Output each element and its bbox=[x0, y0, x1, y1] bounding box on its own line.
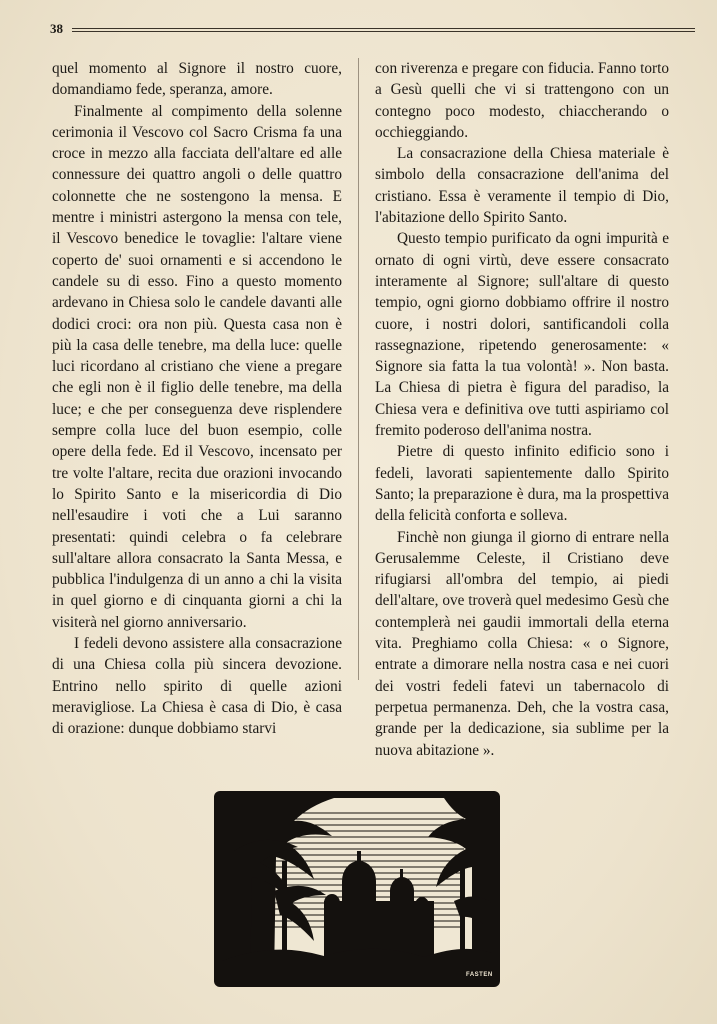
church-palms-woodcut bbox=[214, 791, 500, 987]
column-divider bbox=[358, 58, 359, 680]
paragraph: con riverenza e pregare con fiducia. Fanno torto a Gesù quelli che vi si trattengono con un contegno poco modesto, chiaccherando o occhieggiando. bbox=[375, 60, 669, 141]
paragraph: Finchè non giunga il giorno di entrare nella Gerusalemme Celeste, il Cristiano deve rifugiarsi all'ombra del tempio, ai piedi dell'altare, ove troverà quel medesimo Gesù che contemplerà nei gaudii immortali della eterna vita. Preghiamo colla Chiesa: « o Signore, entrate a dimorare nella nostra casa e nei cuori dei vostri fedeli fatevi un tabernacolo di perpetua permanenza. Deh, che la vostra casa, grande per la dedicazione, sia sublime per la nuova abitazione ». bbox=[375, 528, 669, 759]
page-header bbox=[50, 20, 695, 38]
paragraph: La consacrazione della Chiesa materiale è simbolo della consacrazione dell'anima del cristiano. Essa è veramente il tempio di Dio, l'abitazione dello Spirito Santo. bbox=[375, 145, 669, 227]
paragraph: Pietre di questo infinito edificio sono i fedeli, lavorati sapientemente dallo Spirito Santo; la preparazione è dura, ma la prospettiva della felicità conforta e solleva. bbox=[375, 443, 669, 525]
page-number: 38 bbox=[50, 21, 63, 36]
paragraph: I fedeli devono assistere alla consacrazione di una Chiesa colla più sincera devozione. Entrino nello spirito di quelle azioni meravigliose. La Chiesa è casa di Dio, è casa di orazione: dunque dobbiamo starvi bbox=[52, 635, 342, 738]
left-column bbox=[52, 58, 342, 740]
paragraph: quel momento al Signore il nostro cuore, domandiamo fede, speranza, amore. bbox=[52, 60, 342, 99]
header-rule bbox=[72, 28, 695, 32]
paragraph: Questo tempio purificato da ogni impurità e ornato di ogni virtù, deve essere consacrato interamente al Signore; sull'altare di questo tempio, ogni giorno dobbiamo offrire il nostro cuore, i nostri dolori, santificandoli colla rassegnazione, ripetendo generosamente: « Signore sia fatta la tua volontà! ». Non basta. La Chiesa di pietra è figura del paradiso, la Chiesa vera e definitiva ove tutti aspiriamo col fremito poderoso dell'anima nostra. bbox=[375, 230, 669, 440]
right-column bbox=[375, 58, 669, 761]
paragraph: Finalmente al compimento della solenne cerimonia il Vescovo col Sacro Crisma fa una croce in mezzo alla facciata dell'altare ed alle connessure dei quattro angoli o delle quattro colonnette che ne sostengono la mensa. E mentre i ministri astergono la mensa con tele, il Vescovo benedice le tovaglie: l'altare viene coperto de' suoi ornamenti e si accendono le candele su di esso. Fino a questo momento ardevano in Chiesa solo le candele davanti alle dodici croci: ora non più. Questa casa non è più la casa delle tenebre, ma della luce: quelle luci ricordano al cristiano che viene a pregare che egli non è il figlio delle tenebre, ma della luce; e che per conseguenza deve risplendere sempre colla luce del buon esempio, colle opere della fede. Ed il Vescovo, incensato per tre volte l'altare, recita due orazioni invocando lo Spirito Santo e la misericordia di Dio nell'esaudire i voti che a Lui saranno presentati: quindi celebra o fa celebrare sull'altare allora consacrato la Santa Messa, e pubblica l'indulgenza di un anno a chi la visita in quel giorno e di cinquanta giorni a chi la visiterà nel giorno anniversario. bbox=[52, 102, 342, 631]
illustration-signature: FASTEN bbox=[466, 972, 493, 978]
